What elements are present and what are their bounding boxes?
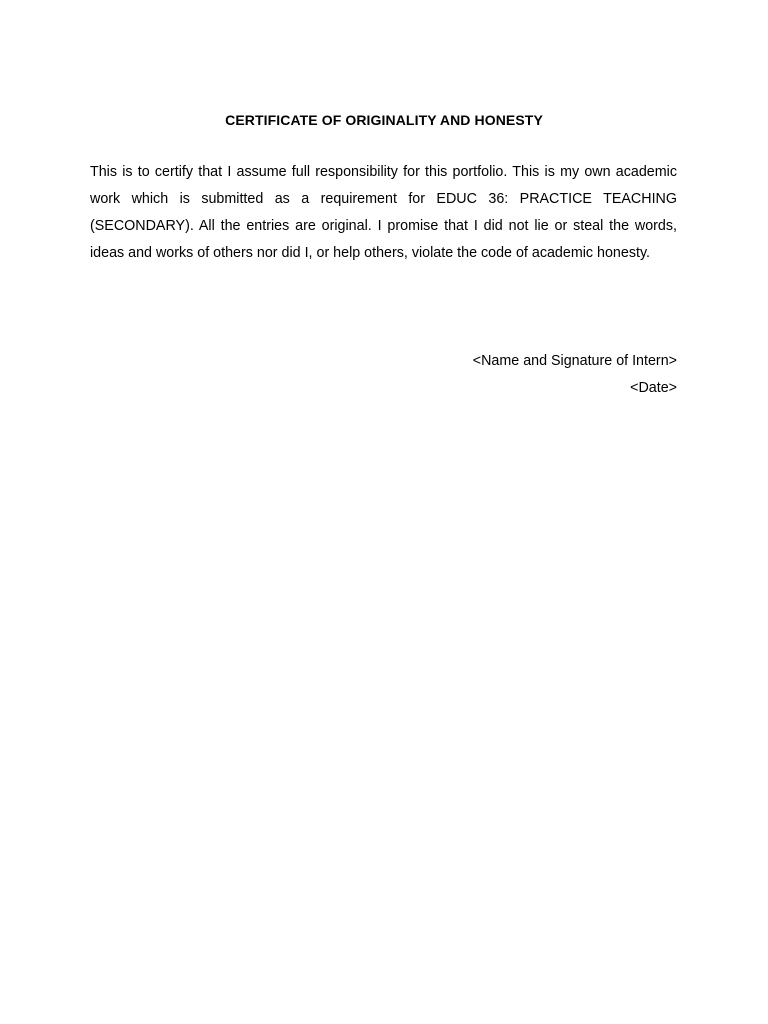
- signature-block: [473, 348, 677, 402]
- certification-paragraph: This is to certify that I assume full responsibility for this portfolio. This is my own academic work which is submitted as a requirement for EDUC 36: PRACTICE TEACHING (SECONDARY). All the entries are original. I promise that I did not lie or steal the words, ideas and works of others nor did I, or help others, violate the code of academic honesty.: [90, 164, 677, 261]
- signature-label: <Name and Signature of Intern>: [472, 353, 677, 369]
- date-label: <Date>: [630, 380, 677, 396]
- document-title: CERTIFICATE OF ORIGINALITY AND HONESTY: [225, 112, 543, 128]
